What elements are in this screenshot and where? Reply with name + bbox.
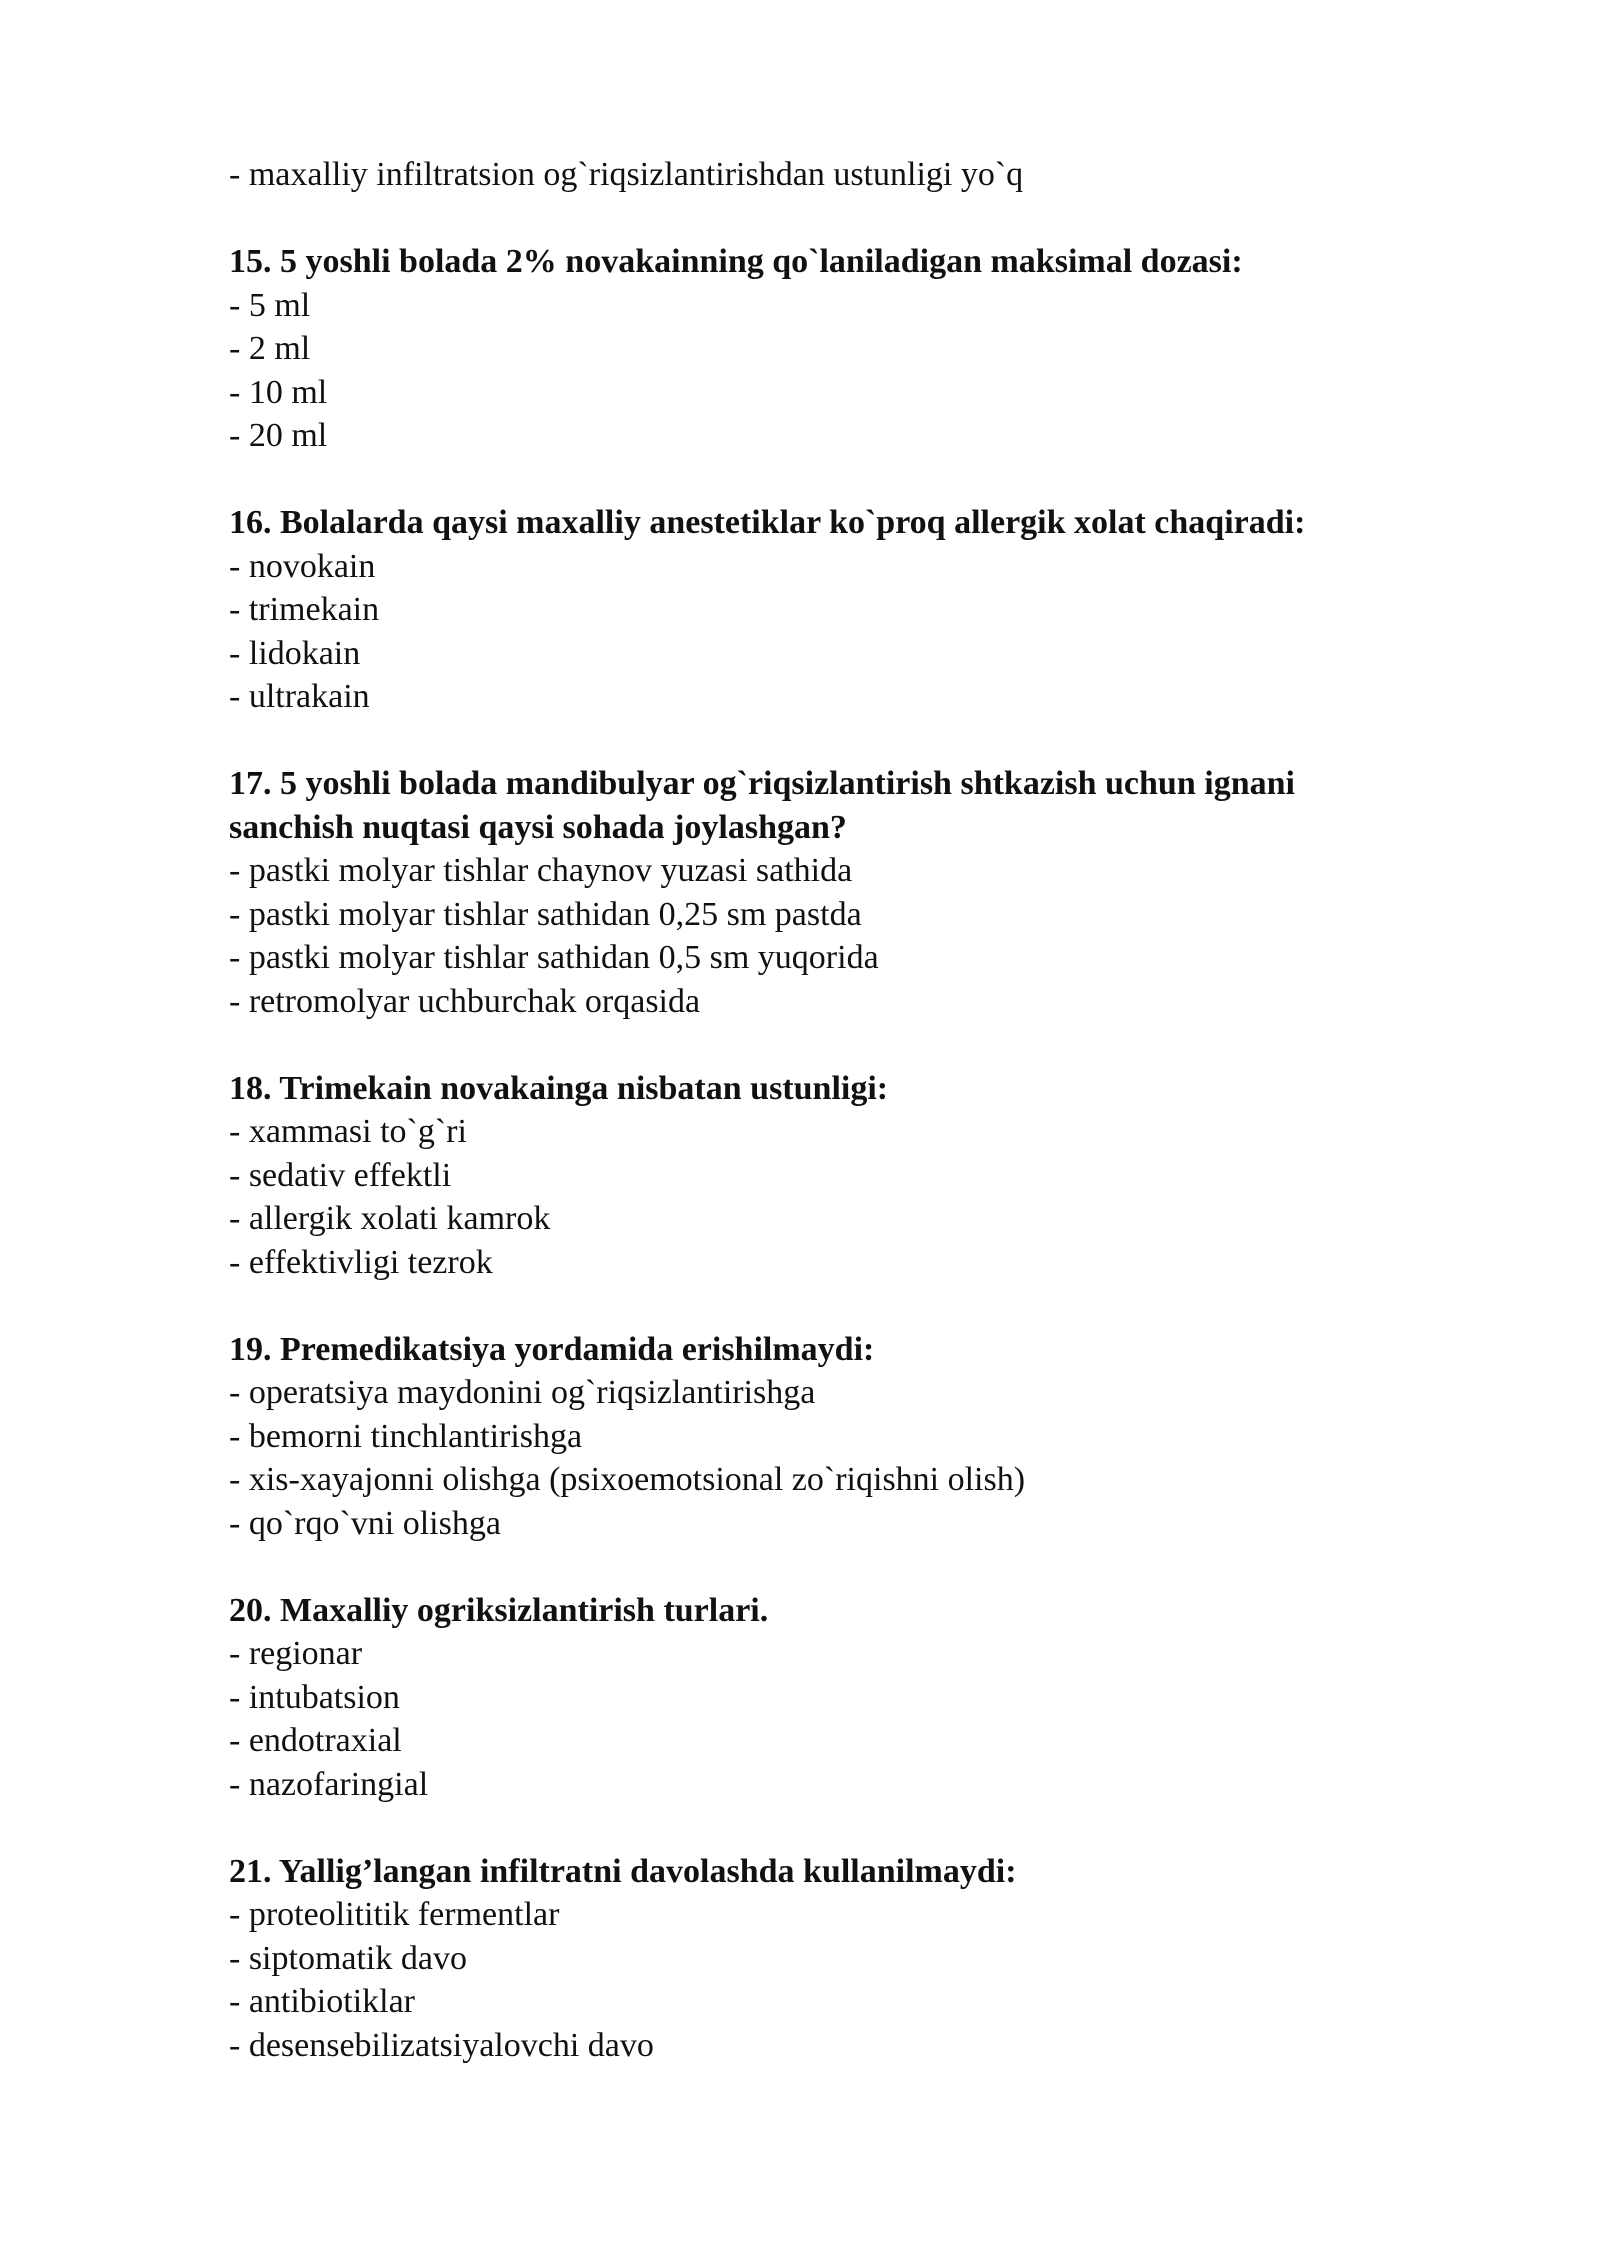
- answer-option: - antibiotiklar: [229, 1983, 416, 2020]
- answer-option: - nazofaringial: [229, 1765, 429, 1803]
- answer-option: - effektivligi tezrok: [229, 1243, 493, 1281]
- question-title: 18. Trimekain novakainga nisbatan ustunligi:: [229, 1069, 889, 1107]
- question-19: [229, 1328, 1489, 1546]
- answer-option: - lidokain: [229, 634, 361, 672]
- answer-option: - 10 ml: [229, 373, 328, 411]
- answer-option: - proteolititik fermentlar: [229, 1896, 560, 1933]
- answer-option: - 20 ml: [229, 417, 328, 454]
- answer-option: - pastki molyar tishlar sathidan 0,5 sm yuqorida: [229, 939, 879, 976]
- answer-option: - novokain: [229, 547, 376, 585]
- answer-option: - 2 ml: [229, 330, 311, 367]
- answer-option: - operatsiya maydonini og`riqsizlantirishga: [229, 1374, 816, 1411]
- question-title: 19. Premedikatsiya yordamida erishilmaydi:: [229, 1330, 875, 1368]
- question-title-line-1: 17. 5 yoshli bolada mandibulyar og`riqsizlantirish shtkazish uchun ignani: [229, 765, 1295, 802]
- answer-option: - pastki molyar tishlar chaynov yuzasi sathida: [229, 852, 853, 889]
- question-title: 20. Maxalliy ogriksizlantirish turlari.: [229, 1591, 769, 1629]
- answer-option: - qo`rqo`vni olishga: [229, 1504, 501, 1542]
- question-title-line-2: sanchish nuqtasi qaysi sohada joylashgan?: [229, 808, 847, 846]
- question-21: [229, 1850, 1489, 2068]
- answer-option: - sedativ effektli: [229, 1156, 452, 1194]
- question-20: [229, 1589, 1489, 1807]
- answer-option: - pastki molyar tishlar sathidan 0,25 sm pastda: [229, 895, 862, 933]
- question-18: [229, 1067, 1489, 1285]
- answer-option: - endotraxial: [229, 1722, 402, 1759]
- answer-option: - desensebilizatsiyalovchi davo: [229, 2026, 654, 2064]
- intro-line: - maxalliy infiltratsion og`riqsizlantirishdan ustunligi yo`q: [229, 156, 1024, 193]
- answer-option: - xammasi to`g`ri: [229, 1113, 467, 1150]
- answer-option: - 5 ml: [229, 286, 311, 324]
- question-title: 15. 5 yoshli bolada 2% novakainning qo`laniladigan maksimal dozasi:: [229, 243, 1243, 280]
- answer-option: - retromolyar uchburchak orqasida: [229, 982, 701, 1020]
- answer-option: - intubatsion: [229, 1678, 400, 1716]
- answer-option: - bemorni tinchlantirishga: [229, 1417, 583, 1455]
- answer-option: - trimekain: [229, 591, 380, 628]
- answer-option: - ultrakain: [229, 678, 370, 715]
- answer-option: - xis-xayajonni olishga (psixoemotsional zo`riqishni olish): [229, 1461, 1026, 1498]
- question-16: [229, 501, 1489, 719]
- question-title: 16. Bolalarda qaysi maxalliy anestetiklar ko`proq allergik xolat chaqiradi:: [229, 504, 1306, 541]
- answer-option: - regionar: [229, 1635, 363, 1672]
- answer-option: - allergik xolati kamrok: [229, 1200, 551, 1237]
- question-15: [229, 240, 1489, 458]
- document-page: [229, 153, 1489, 2067]
- answer-option: - siptomatik davo: [229, 1939, 467, 1977]
- question-17: [229, 762, 1489, 1023]
- question-title: 21. Yallig’langan infiltratni davolashda kullanilmaydi:: [229, 1852, 1017, 1890]
